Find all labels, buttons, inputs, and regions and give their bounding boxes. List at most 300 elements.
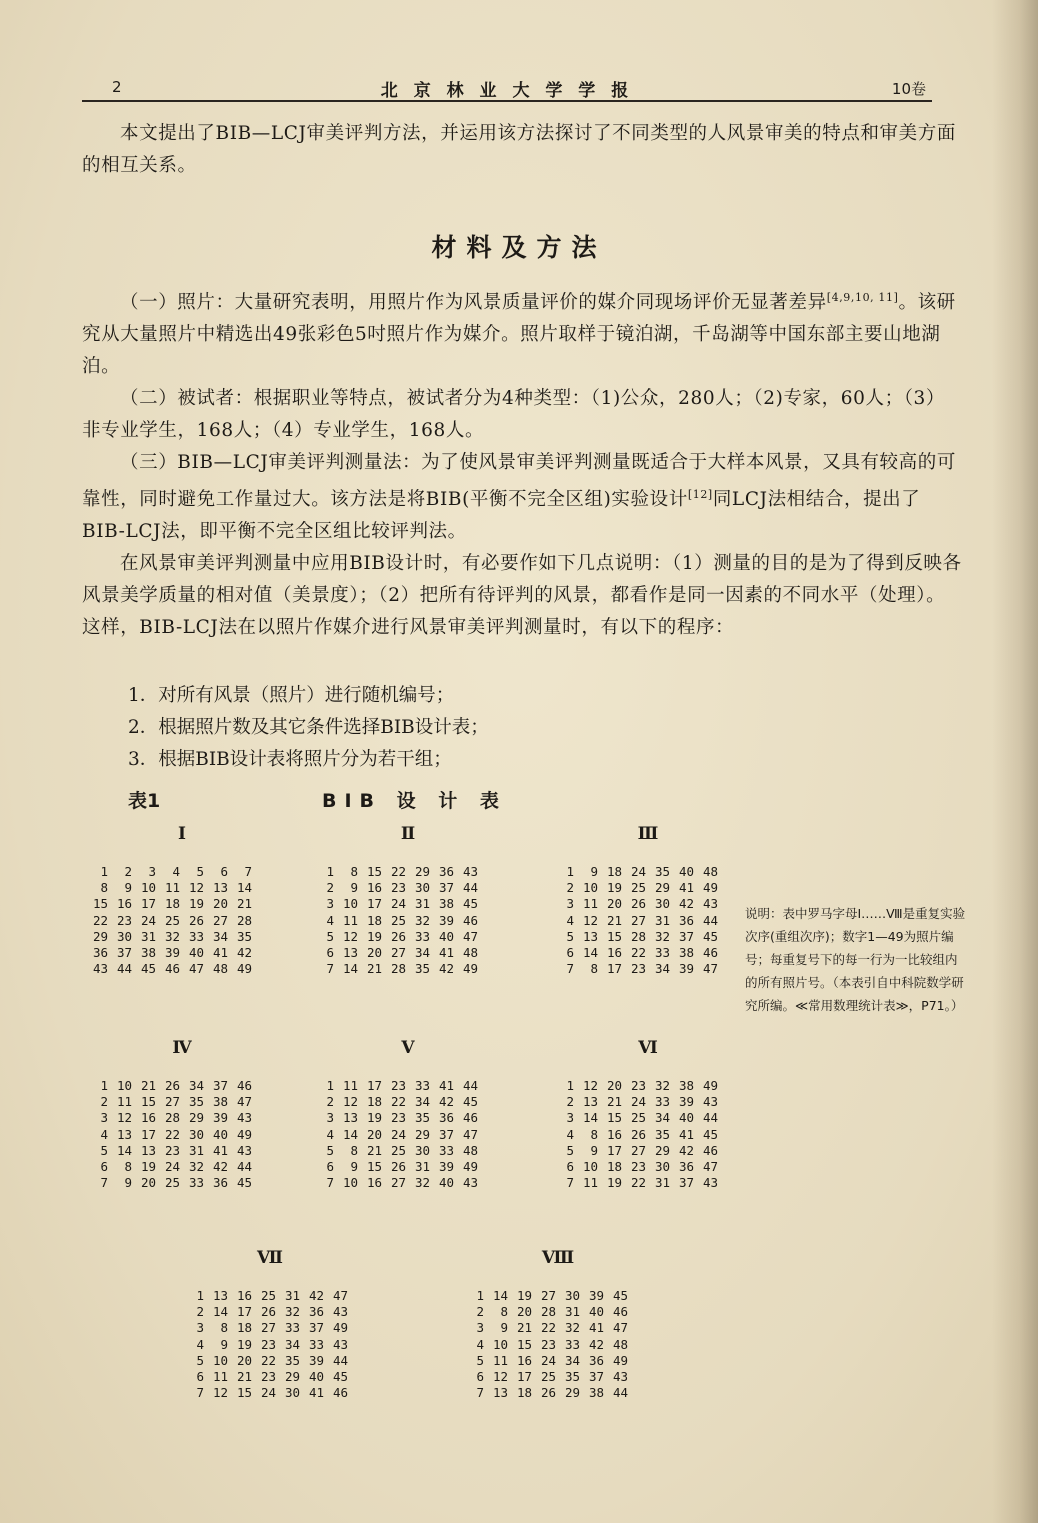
photo-number: 30 [654,896,670,912]
photo-number: 37 [308,1320,324,1336]
photo-number: 24 [630,864,646,879]
table-title: BIB 设 计 表 [322,790,507,812]
photo-number: 37 [212,1078,228,1093]
photo-number: 14 [236,880,252,896]
photo-number: 42 [212,1159,228,1175]
photo-number: 17 [516,1369,532,1385]
comparison-group-row [84,961,252,977]
comparison-group-row [310,896,478,912]
photo-number: 24 [164,1159,180,1175]
photo-number: 29 [188,1110,204,1126]
comparison-group-row [180,1337,348,1353]
photo-number: 26 [164,1078,180,1093]
photo-number: 15 [516,1336,532,1352]
photo-number: 25 [164,912,180,928]
repeat-numeral: Ⅳ [172,1038,192,1058]
photo-number: 24 [630,1094,646,1110]
photo-number: 21 [366,1142,382,1158]
body-text [82,282,962,644]
photo-number: 20 [606,896,622,912]
photo-number: 20 [236,1352,252,1368]
intro-text: 本文提出了BIB—LCJ审美评判方法，并运用该方法探讨了不同类型的人风景审美的特点和审美方面的相互关系。 [82,123,956,176]
photo-number: 37 [678,928,694,944]
photo-number: 27 [212,912,228,928]
photo-number: 26 [260,1304,276,1320]
photo-number: 38 [588,1385,604,1401]
photo-number: 4 [476,1336,484,1352]
photo-number: 19 [606,880,622,896]
photo-number: 20 [366,945,382,961]
photo-number: 18 [366,912,382,928]
photo-number: 19 [140,1159,156,1175]
comparison-group-row [550,1143,718,1159]
comparison-group-row [550,864,718,880]
photo-number: 29 [414,1126,430,1142]
photo-number: 46 [462,912,478,928]
comparison-group-row [310,1127,478,1143]
photo-number: 32 [284,1304,300,1320]
photo-number: 37 [116,945,132,961]
comparison-group-row [310,961,478,977]
photo-number: 11 [342,1078,358,1093]
photo-number: 5 [326,1142,334,1158]
photo-number: 2 [100,1094,108,1110]
photo-number: 34 [414,945,430,961]
photo-number: 45 [236,1175,252,1191]
photo-number: 23 [116,912,132,928]
photo-number: 32 [654,928,670,944]
photo-number: 20 [516,1304,532,1320]
paragraph-application: 在风景审美评判测量中应用BIB设计时，有必要作如下几点说明：（1）测量的目的是为了得到反映各风景美学质量的相对值（美景度）；（2）把所有待评判的风景，都看作是同一因素的不同水平（处理）。这样，BIB-LCJ法在以照片作媒介进行风景审美评判测量时，有以下的程序： [82,553,962,638]
photo-number: 42 [678,896,694,912]
table-label: 表1 [128,790,161,812]
photo-number: 8 [220,1320,228,1336]
photo-number: 3 [148,864,156,879]
photo-number: 39 [678,1094,694,1110]
photo-number: 37 [438,880,454,896]
photo-number: 16 [236,1288,252,1303]
photo-number: 21 [236,896,252,912]
photo-number: 47 [612,1320,628,1336]
photo-number: 5 [566,1142,574,1158]
photo-number: 1 [326,864,334,879]
comparison-group-row [84,1078,252,1094]
photo-number: 41 [588,1320,604,1336]
photo-number: 1 [196,1288,204,1303]
photo-number: 1 [100,864,108,879]
photo-number: 13 [342,945,358,961]
photo-number: 30 [654,1159,670,1175]
comparison-group-row [460,1353,628,1369]
photo-number: 32 [654,1078,670,1093]
photo-number: 29 [92,928,108,944]
photo-number: 3 [566,896,574,912]
photo-number: 35 [284,1352,300,1368]
photo-number: 43 [236,1110,252,1126]
photo-number: 25 [540,1369,556,1385]
photo-number: 7 [326,1175,334,1191]
photo-number: 48 [612,1336,628,1352]
comparison-group-row [460,1304,628,1320]
paragraph-photos-text-a: （一）照片：大量研究表明，用照片作为风景质量评价的媒介同现场评价无显著差异 [120,292,827,313]
block-rows [460,1288,628,1401]
photo-number: 41 [438,945,454,961]
photo-number: 45 [462,896,478,912]
photo-number: 19 [366,928,382,944]
photo-number: 22 [390,864,406,879]
photo-number: 33 [414,1078,430,1093]
comparison-group-row [550,880,718,896]
photo-number: 44 [702,1110,718,1126]
photo-number: 13 [212,1288,228,1303]
photo-number: 38 [678,1078,694,1093]
photo-number: 40 [438,1175,454,1191]
photo-number: 16 [606,945,622,961]
photo-number: 11 [164,880,180,896]
photo-number: 46 [236,1078,252,1093]
photo-number: 40 [588,1304,604,1320]
photo-number: 9 [220,1336,228,1352]
photo-number: 32 [414,912,430,928]
photo-number: 34 [212,928,228,944]
photo-number: 31 [654,1175,670,1191]
photo-number: 20 [366,1126,382,1142]
paragraph-method-text-a: （三）BIB—LCJ审美评判测量法：为了使风景审美评判测量既适合于大样本风景，又具有较高的可靠性，同时避免工作量过大。该方法是将BIB(平衡不完全区组)实验设计 [82,452,956,510]
photo-number: 33 [284,1320,300,1336]
photo-number: 1 [566,1078,574,1093]
photo-number: 26 [630,896,646,912]
photo-number: 39 [164,945,180,961]
comparison-group-row [84,945,252,961]
photo-number: 39 [438,912,454,928]
photo-number: 18 [236,1320,252,1336]
photo-number: 31 [284,1288,300,1303]
photo-number: 41 [438,1078,454,1093]
block-rows [84,864,252,977]
photo-number: 6 [566,945,574,961]
comparison-group-row [310,945,478,961]
photo-number: 44 [462,880,478,896]
photo-number: 16 [140,1110,156,1126]
photo-number: 14 [212,1304,228,1320]
photo-number: 3 [196,1320,204,1336]
photo-number: 47 [462,928,478,944]
paragraph-photos-text-b: 。该研究从大量照片中精选出49张彩色5吋照片作为媒介。照片取样于镜泊湖，千岛湖等中国东部主要山地湖泊。 [82,292,956,377]
photo-number: 47 [462,1126,478,1142]
comparison-group-row [180,1353,348,1369]
photo-number: 33 [188,928,204,944]
photo-number: 30 [564,1288,580,1303]
photo-number: 20 [606,1078,622,1093]
photo-number: 15 [606,1110,622,1126]
repeat-numeral: Ⅶ [257,1248,283,1268]
photo-number: 26 [390,928,406,944]
photo-number: 22 [540,1320,556,1336]
comparison-group-row [84,1110,252,1126]
photo-number: 38 [212,1094,228,1110]
photo-number: 8 [350,864,358,879]
repeat-numeral: Ⅵ [638,1038,658,1058]
photo-number: 7 [476,1385,484,1401]
photo-number: 32 [414,1175,430,1191]
repeat-numeral: Ⅷ [541,1248,575,1268]
photo-number: 17 [606,961,622,977]
photo-number: 1 [476,1288,484,1303]
photo-number: 3 [476,1320,484,1336]
photo-number: 19 [366,1110,382,1126]
photo-number: 18 [516,1385,532,1401]
photo-number: 42 [308,1288,324,1303]
block-rows [550,1078,718,1191]
photo-number: 35 [654,864,670,879]
procedure-steps [128,680,928,776]
comparison-group-row [550,1078,718,1094]
photo-number: 6 [100,1159,108,1175]
photo-number: 9 [590,1142,598,1158]
photo-number: 9 [590,864,598,879]
photo-number: 48 [702,864,718,879]
photo-number: 15 [236,1385,252,1401]
running-header [82,76,932,102]
photo-number: 25 [390,912,406,928]
comparison-group-row [460,1288,628,1304]
photo-number: 17 [236,1304,252,1320]
comparison-group-row [84,1159,252,1175]
photo-number: 48 [212,961,228,977]
photo-number: 46 [332,1385,348,1401]
comparison-group-row [550,945,718,961]
photo-number: 13 [582,1094,598,1110]
photo-number: 43 [462,1175,478,1191]
photo-number: 2 [124,864,132,879]
photo-number: 13 [116,1126,132,1142]
photo-number: 43 [92,961,108,977]
photo-number: 18 [606,864,622,879]
photo-number: 2 [566,1094,574,1110]
photo-number: 36 [92,945,108,961]
photo-number: 4 [566,912,574,928]
photo-number: 44 [236,1159,252,1175]
comparison-group-row [84,896,252,912]
photo-number: 46 [164,961,180,977]
photo-number: 15 [606,928,622,944]
photo-number: 8 [350,1142,358,1158]
comparison-group-row [310,1078,478,1094]
photo-number: 9 [350,880,358,896]
photo-number: 47 [702,1159,718,1175]
photo-number: 7 [244,864,252,879]
comparison-group-row [550,929,718,945]
photo-number: 48 [462,945,478,961]
comparison-group-row [180,1320,348,1336]
paragraph-method-text-b: 同LCJ法相结合，提出了BIB-LCJ法，即平衡不完全区组比较评判法。 [82,489,921,542]
photo-number: 10 [582,880,598,896]
repeat-numeral: Ⅲ [637,824,659,844]
photo-number: 47 [236,1094,252,1110]
block-rows [84,1078,252,1191]
comparison-group-row [550,961,718,977]
photo-number: 49 [236,1126,252,1142]
comparison-group-row [310,1094,478,1110]
photo-number: 11 [116,1094,132,1110]
photo-number: 8 [590,961,598,977]
photo-number: 43 [702,1175,718,1191]
photo-number: 49 [612,1352,628,1368]
photo-number: 5 [196,864,204,879]
photo-number: 9 [124,1175,132,1191]
photo-number: 4 [172,864,180,879]
photo-number: 4 [326,912,334,928]
photo-number: 11 [212,1369,228,1385]
photo-number: 33 [564,1336,580,1352]
photo-number: 12 [582,912,598,928]
comparison-group-row [84,880,252,896]
comparison-group-row [550,896,718,912]
photo-number: 41 [212,945,228,961]
photo-number: 25 [164,1175,180,1191]
photo-number: 49 [236,961,252,977]
photo-number: 4 [196,1336,204,1352]
photo-number: 30 [284,1385,300,1401]
photo-number: 39 [438,1159,454,1175]
photo-number: 43 [236,1142,252,1158]
photo-number: 12 [582,1078,598,1093]
photo-number: 16 [366,1175,382,1191]
photo-number: 3 [326,896,334,912]
photo-number: 41 [678,1126,694,1142]
comparison-group-row [550,1094,718,1110]
comparison-group-row [310,913,478,929]
photo-number: 24 [540,1352,556,1368]
photo-number: 32 [564,1320,580,1336]
photo-number: 39 [212,1110,228,1126]
comparison-group-row [550,1175,718,1191]
photo-number: 28 [390,961,406,977]
photo-number: 24 [140,912,156,928]
photo-number: 31 [414,1159,430,1175]
photo-number: 3 [326,1110,334,1126]
photo-number: 44 [462,1078,478,1093]
photo-number: 17 [366,896,382,912]
photo-number: 35 [414,1110,430,1126]
comparison-group-row [550,1110,718,1126]
citation-ref: [12] [687,488,713,501]
photo-number: 43 [332,1304,348,1320]
photo-number: 24 [390,896,406,912]
photo-number: 11 [582,1175,598,1191]
photo-number: 33 [654,1094,670,1110]
photo-number: 8 [124,1159,132,1175]
photo-number: 39 [678,961,694,977]
photo-number: 9 [350,1159,358,1175]
photo-number: 34 [284,1336,300,1352]
photo-number: 15 [366,864,382,879]
photo-number: 37 [678,1175,694,1191]
photo-number: 20 [212,896,228,912]
comparison-group-row [84,929,252,945]
photo-number: 43 [702,896,718,912]
photo-number: 21 [366,961,382,977]
photo-number: 14 [342,1126,358,1142]
photo-number: 22 [390,1094,406,1110]
photo-number: 1 [566,864,574,879]
photo-number: 8 [100,880,108,896]
photo-number: 30 [188,1126,204,1142]
comparison-group-row [84,1175,252,1191]
photo-number: 47 [332,1288,348,1303]
photo-number: 6 [220,864,228,879]
photo-number: 6 [476,1369,484,1385]
photo-number: 5 [196,1352,204,1368]
photo-number: 27 [260,1320,276,1336]
photo-number: 33 [414,928,430,944]
photo-number: 5 [100,1142,108,1158]
step-item: 2．根据照片数及其它条件选择BIB设计表； [128,717,489,738]
photo-number: 22 [92,912,108,928]
photo-number: 42 [678,1142,694,1158]
photo-number: 45 [612,1288,628,1303]
photo-number: 15 [366,1159,382,1175]
photo-number: 41 [308,1385,324,1401]
photo-number: 20 [140,1175,156,1191]
photo-number: 33 [188,1175,204,1191]
photo-number: 43 [332,1336,348,1352]
photo-number: 41 [212,1142,228,1158]
comparison-group-row [84,864,252,880]
photo-number: 47 [188,961,204,977]
photo-number: 16 [116,896,132,912]
photo-number: 27 [390,1175,406,1191]
photo-number: 36 [212,1175,228,1191]
photo-number: 17 [140,896,156,912]
comparison-group-row [550,1159,718,1175]
photo-number: 46 [702,1142,718,1158]
photo-number: 28 [236,912,252,928]
photo-number: 49 [462,1159,478,1175]
block-rows [310,1078,478,1191]
photo-number: 33 [654,945,670,961]
photo-number: 39 [588,1288,604,1303]
paragraph-subjects: （二）被试者：根据职业等特点，被试者分为4种类型：（1)公众，280人；（2)专家，60人；（3）非专业学生，168人；（4）专业学生，168人。 [82,388,946,441]
comparison-group-row [550,913,718,929]
comparison-group-row [84,1143,252,1159]
photo-number: 13 [212,880,228,896]
photo-number: 42 [588,1336,604,1352]
photo-number: 34 [188,1078,204,1093]
photo-number: 23 [630,1078,646,1093]
photo-number: 12 [342,928,358,944]
volume-label: 10卷 [891,80,926,98]
photo-number: 13 [492,1385,508,1401]
photo-number: 1 [100,1078,108,1093]
photo-number: 12 [212,1385,228,1401]
photo-number: 45 [462,1094,478,1110]
comparison-group-row [84,1127,252,1143]
photo-number: 23 [630,1159,646,1175]
photo-number: 35 [188,1094,204,1110]
block-rows [550,864,718,977]
photo-number: 49 [702,880,718,896]
photo-number: 44 [332,1352,348,1368]
photo-number: 4 [100,1126,108,1142]
photo-number: 49 [702,1078,718,1093]
photo-number: 38 [140,945,156,961]
photo-number: 45 [702,1126,718,1142]
comparison-group-row [310,1110,478,1126]
photo-number: 2 [196,1304,204,1320]
photo-number: 2 [326,1094,334,1110]
photo-number: 28 [164,1110,180,1126]
